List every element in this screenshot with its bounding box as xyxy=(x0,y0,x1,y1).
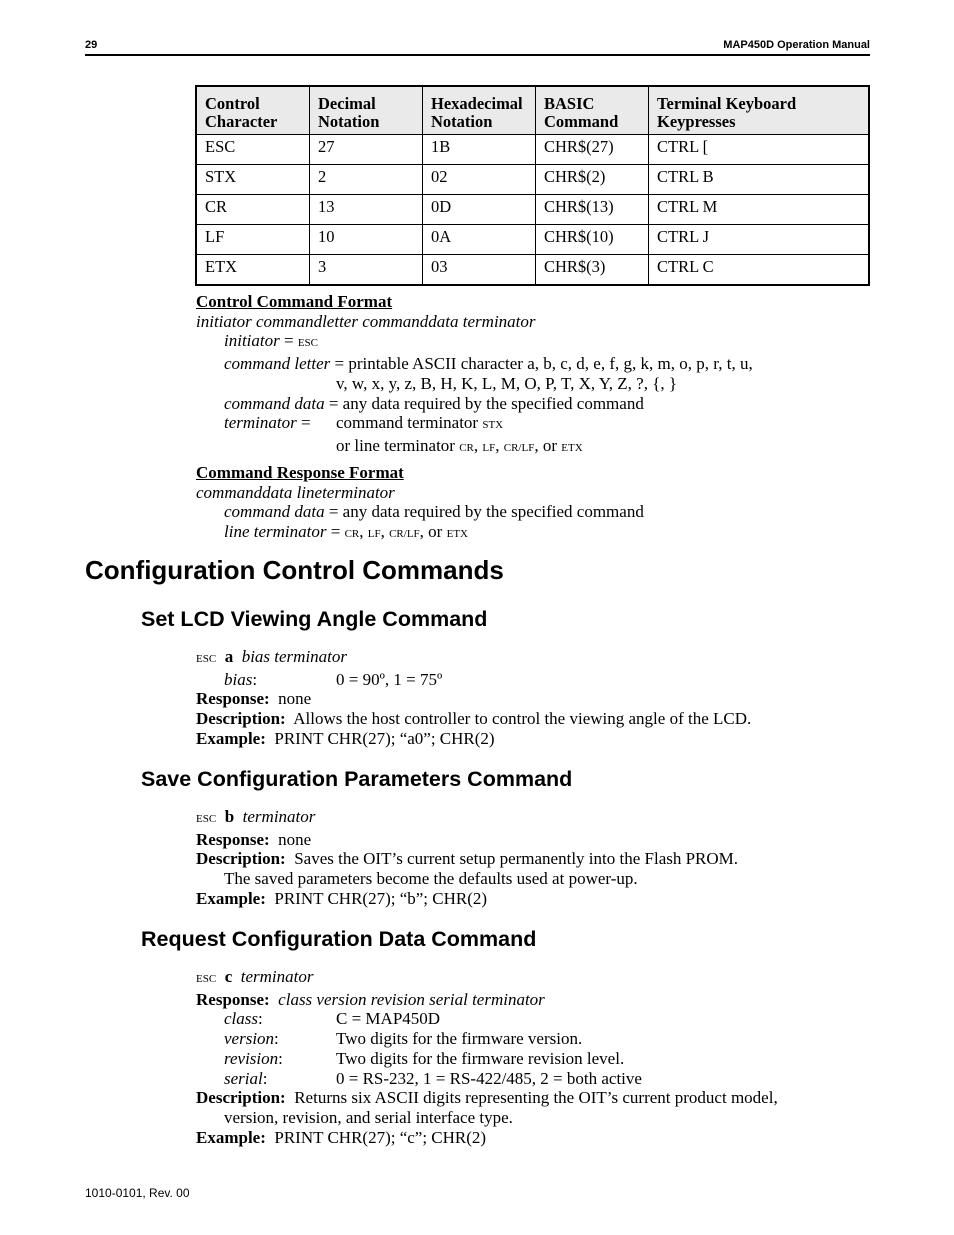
table-cell: 13 xyxy=(310,195,423,225)
table-cell: 0A xyxy=(423,225,536,255)
page-number: 29 xyxy=(85,39,98,51)
example-line: Example: PRINT CHR(27); “b”; CHR(2) xyxy=(196,888,488,908)
column-header: Terminal Keyboard Keypresses xyxy=(649,86,870,135)
table-row xyxy=(196,135,869,165)
table-cell: CTRL J xyxy=(649,225,870,255)
table-row xyxy=(196,165,869,195)
table-cell: STX xyxy=(196,165,310,195)
line-terminator-line: or line terminator CR, LF, CR/LF, or ETX xyxy=(336,435,583,455)
command-syntax: ESC a bias terminator xyxy=(196,647,347,666)
response-line: Response: class version revision serial terminator xyxy=(196,989,545,1009)
command-data-line: command data = any data required by the specified command xyxy=(224,502,644,522)
column-header: Decimal Notation xyxy=(310,86,423,135)
save-command-heading: Save Configuration Parameters Command xyxy=(141,767,573,791)
response-line: Response: none xyxy=(196,689,312,709)
table-cell: CTRL C xyxy=(649,255,870,286)
table-row xyxy=(196,195,869,225)
table-cell: CTRL B xyxy=(649,165,870,195)
table-cell: 3 xyxy=(310,255,423,286)
bias-param: bias: 0 = 90º, 1 = 75º xyxy=(224,669,443,689)
column-header: BASIC Command xyxy=(536,86,649,135)
page-footer: 1010-0101, Rev. 00 xyxy=(85,1186,190,1200)
version-param: version: Two digits for the firmware version. xyxy=(224,1029,583,1049)
column-header: Hexadecimal Notation xyxy=(423,86,536,135)
table-cell: CHR$(10) xyxy=(536,225,649,255)
line-terminator-line: line terminator = CR, LF, CR/LF, or ETX xyxy=(224,522,468,542)
table-cell: 27 xyxy=(310,135,423,165)
terminator-line: terminator = command terminator STX xyxy=(224,413,504,433)
table-cell: ETX xyxy=(196,255,310,286)
example-line: Example: PRINT CHR(27); “a0”; CHR(2) xyxy=(196,728,495,748)
description-line: Description: Returns six ASCII digits representing the OIT’s current product model, xyxy=(196,1088,778,1108)
table-header-row xyxy=(196,86,869,135)
command-letter-line: command letter = printable ASCII character a, b, c, d, e, f, g, k, m, o, p, r, t, u, xyxy=(224,354,753,374)
example-line: Example: PRINT CHR(27); “c”; CHR(2) xyxy=(196,1127,487,1147)
table-cell: 2 xyxy=(310,165,423,195)
save-command-body xyxy=(196,807,738,909)
serial-param: serial: 0 = RS-232, 1 = RS-422/485, 2 = both active xyxy=(224,1068,642,1088)
table-cell: LF xyxy=(196,225,310,255)
table-cell: CTRL [ xyxy=(649,135,870,165)
chapter-heading: Configuration Control Commands xyxy=(85,555,504,585)
request-command-body xyxy=(196,967,778,1147)
initiator-line: initiator = ESC xyxy=(224,331,319,351)
command-syntax: ESC c terminator xyxy=(196,967,314,986)
table-row xyxy=(196,255,869,286)
lcd-command-body xyxy=(196,647,751,749)
table-cell: CHR$(2) xyxy=(536,165,649,195)
response-line: Response: none xyxy=(196,829,312,849)
section-heading: Command Response Format xyxy=(196,463,404,482)
column-header: Control Character xyxy=(196,86,310,135)
table-cell: CR xyxy=(196,195,310,225)
syntax-line: initiator commandletter commanddata terminator xyxy=(196,311,536,331)
manual-title: MAP450D Operation Manual xyxy=(723,39,870,51)
page-header xyxy=(85,38,870,56)
command-syntax: ESC b terminator xyxy=(196,807,316,826)
table-cell: CTRL M xyxy=(649,195,870,225)
table-cell: ESC xyxy=(196,135,310,165)
class-param: class: C = MAP450D xyxy=(224,1009,441,1029)
revision-param: revision: Two digits for the firmware revision level. xyxy=(224,1048,625,1068)
description-line: Description: Allows the host controller to control the viewing angle of the LCD. xyxy=(196,709,752,729)
table-cell: 0D xyxy=(423,195,536,225)
table-cell: CHR$(13) xyxy=(536,195,649,225)
syntax-line: commanddata lineterminator xyxy=(196,482,395,502)
table-cell: 10 xyxy=(310,225,423,255)
table-cell: 03 xyxy=(423,255,536,286)
table-cell: CHR$(3) xyxy=(536,255,649,286)
table-cell: 1B xyxy=(423,135,536,165)
description-continued: The saved parameters become the defaults used at power-up. xyxy=(224,869,638,889)
section-heading: Control Command Format xyxy=(196,292,393,311)
description-continued: version, revision, and serial interface type. xyxy=(224,1107,513,1127)
request-command-heading: Request Configuration Data Command xyxy=(141,927,537,951)
control-character-table xyxy=(195,85,870,286)
command-data-line: command data = any data required by the specified command xyxy=(224,393,644,413)
control-command-format xyxy=(196,292,753,459)
table-cell: CHR$(27) xyxy=(536,135,649,165)
command-letter-continued: v, w, x, y, z, B, H, K, L, M, O, P, T, X, Y, Z, ?, {, } xyxy=(336,373,678,393)
command-response-format xyxy=(196,463,644,545)
lcd-command-heading: Set LCD Viewing Angle Command xyxy=(141,607,488,631)
table-cell: 02 xyxy=(423,165,536,195)
description-line: Description: Saves the OIT’s current setup permanently into the Flash PROM. xyxy=(196,849,739,869)
table-row xyxy=(196,225,869,255)
